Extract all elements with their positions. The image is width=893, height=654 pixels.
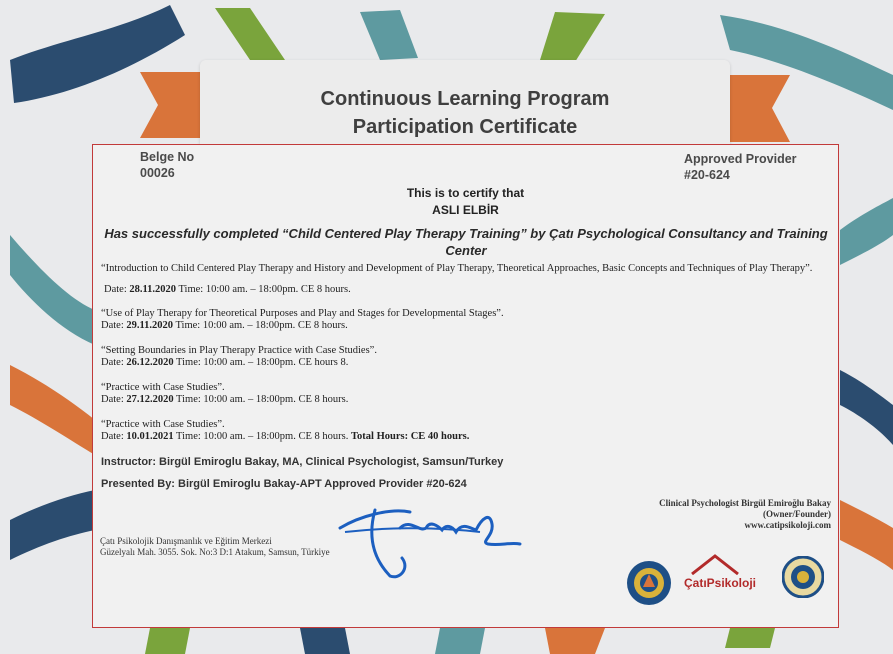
completion-statement [100,225,832,259]
signer-name: Clinical Psychologist Birgül Emiroğlu Bakay [659,498,831,508]
apt-approved-provider-seal-icon [782,556,824,598]
ribbon-green-bottom [145,628,190,654]
total-hours: Total Hours: CE 40 hours. [350,431,470,442]
completion-line2: Center [445,243,487,258]
recipient-name: ASLI ELBİR [432,203,499,217]
address-block [100,536,330,558]
signer-website: www.catipsikoloji.com [744,520,831,530]
date-prefix: Date: [101,357,127,368]
session-4-details: Time: 10:00 am. – 18:00pm. CE 8 hours. [173,394,349,405]
ribbon-orange-bottom [545,628,605,654]
instructor-line: Instructor: Birgül Emiroglu Bakay, MA, Clinical Psychologist, Samsun/Turkey [101,456,504,468]
certificate-title-line2: Participation Certificate [352,116,578,138]
signer-block [659,498,831,531]
presented-by-line: Presented By: Birgül Emiroglu Bakay-APT Approved Provider #20-624 [101,478,467,490]
session-5-date: 10.01.2021 [126,431,174,442]
provider-label: Approved Provider [684,152,797,166]
ribbon-green-bottom-right [725,628,775,648]
session-2-topic: “Use of Play Therapy for Theoretical Purposes and Play and Stages for Developmental Stages”. [101,308,504,319]
session-1-date: 28.11.2020 [129,284,177,295]
address-line1: Çatı Psikolojik Danışmanlık ve Eğitim Merkezi [100,536,272,546]
session-1-date-line [104,284,351,295]
date-prefix: Date: [101,394,127,405]
belge-label: Belge No [140,150,195,164]
session-1-topic: “Introduction to Child Centered Play Therapy and History and Development of Play Therapy, Theoretical Approaches, Basic Concepts and Techniques of Play Therapy”. [101,263,813,274]
session-4-topic: “Practice with Case Studies”. [101,382,225,393]
certificate-title-line1: Continuous Learning Program [320,88,610,110]
completion-line1: Has successfully completed “Child Centered Play Therapy Training” by Çatı Psychological Consultancy and Training [104,226,828,241]
session-3-topic: “Setting Boundaries in Play Therapy Practice with Case Studies”. [101,345,377,356]
session-1-details: Time: 10:00 am. – 18:00pm. CE 8 hours. [176,284,351,295]
session-2-date-line [101,320,348,331]
session-4-date-line [101,394,348,405]
provider-number: #20-624 [684,168,730,182]
session-5-details: Time: 10:00 am. – 18:00pm. CE 8 hours. [173,431,351,442]
session-2-details: Time: 10:00 am. – 18:00pm. CE 8 hours. [173,320,348,331]
association-seal-icon [626,560,672,606]
date-prefix: Date: [101,431,127,442]
catipsikoloji-house-logo-icon [690,553,740,575]
catipsikoloji-logo-text: ÇatıPsikoloji [684,576,757,590]
session-3-date: 26.12.2020 [126,357,174,368]
signer-role: (Owner/Founder) [763,509,831,519]
certify-text: This is to certify that [406,186,525,200]
session-5-topic: “Practice with Case Studies”. [101,419,225,430]
ribbon-teal-bottom [435,628,485,654]
session-2-date: 29.11.2020 [126,320,174,331]
session-5-date-line [101,431,469,442]
session-3-date-line [101,357,348,368]
ribbon-navy-bottom [300,628,350,654]
session-4-date: 27.12.2020 [126,394,174,405]
handwritten-signature [330,498,530,583]
date-prefix: Date: [101,320,127,331]
date-prefix: Date: [104,284,130,295]
session-3-details: Time: 10:00 am. – 18:00pm. CE hours 8. [173,357,349,368]
address-line2: Güzelyalı Mah. 3055. Sok. No:3 D:1 Atakum, Samsun, Türkiye [100,547,330,557]
belge-number: 00026 [140,166,175,180]
